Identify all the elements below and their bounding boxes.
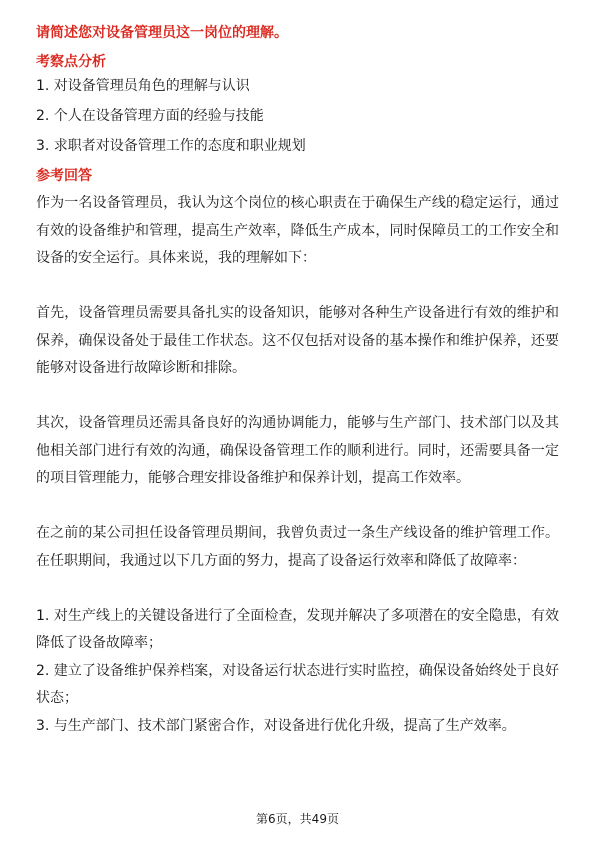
answer-heading: 参考回答 xyxy=(36,168,92,184)
answer-list xyxy=(36,603,559,741)
answer-list-item: 3. 与生产部门、技术部门紧密合作，对设备进行优化升级，提高了生产效率。 xyxy=(36,717,516,734)
analysis-point: 3. 求职者对设备管理工作的态度和职业规划 xyxy=(36,138,306,154)
analysis-heading: 考察点分析 xyxy=(36,54,106,70)
answer-paragraph: 首先，设备管理员需要具备扎实的设备知识，能够对各种生产设备进行有效的维护和保养，确保设备处于最佳工作状态。这不仅包括对设备的基本操作和维护保养，还要能够对设备进行故障诊断和排除。 xyxy=(36,305,559,376)
question-title: 请简述您对设备管理员这一岗位的理解。 xyxy=(36,25,288,41)
answer-paragraph: 在之前的某公司担任设备管理员期间，我曾负责过一条生产线设备的维护管理工作。在任职期间，我通过以下几方面的努力，提高了设备运行效率和降低了故障率： xyxy=(36,525,559,569)
answer-list-item: 2. 建立了设备维护保养档案，对设备运行状态进行实时监控，确保设备始终处于良好状态； xyxy=(36,662,559,706)
page-number: 第6页，共49页 xyxy=(256,812,339,826)
analysis-point: 2. 个人在设备管理方面的经验与技能 xyxy=(36,108,264,124)
answer-paragraph: 作为一名设备管理员，我认为这个岗位的核心职责在于确保生产线的稳定运行，通过有效的设备维护和管理，提高生产效率，降低生产成本，同时保障员工的工作安全和设备的安全运行。具体来说，我的理解如下： xyxy=(36,195,559,266)
answer-paragraph: 其次，设备管理员还需具备良好的沟通协调能力，能够与生产部门、技术部门以及其他相关部门进行有效的沟通，确保设备管理工作的顺利进行。同时，还需要具备一定的项目管理能力，能够合理安排设备维护和保养计划，提高工作效率。 xyxy=(36,415,559,486)
answer-list-item: 1. 对生产线上的关键设备进行了全面检查，发现并解决了多项潜在的安全隐患，有效降低了设备故障率； xyxy=(36,607,559,651)
analysis-point: 1. 对设备管理员角色的理解与认识 xyxy=(36,78,250,94)
document-page xyxy=(36,22,559,740)
